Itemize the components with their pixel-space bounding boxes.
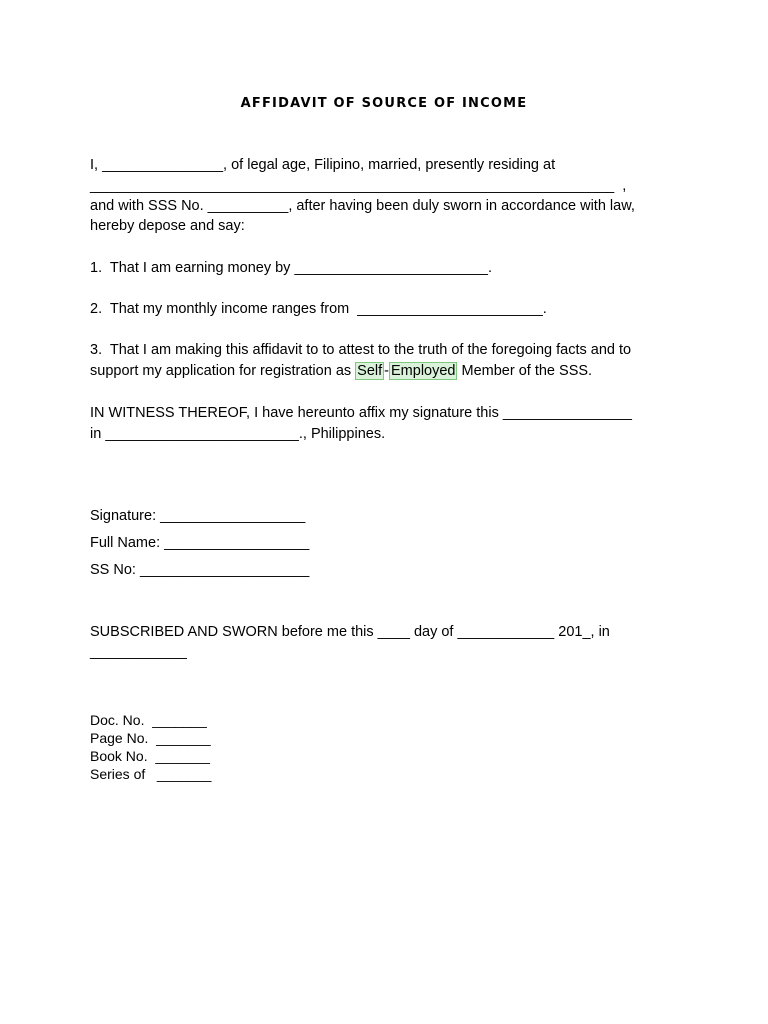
page-no-field: Page No. _______ — [90, 730, 211, 746]
doc-no-field: Doc. No. _______ — [90, 712, 207, 728]
document-title: AFFIDAVIT OF SOURCE OF INCOME — [240, 96, 528, 111]
intro-line-1: I, _______________, of legal age, Filipino, married, presently residing at — [90, 157, 556, 173]
item-3-line-2 — [90, 362, 592, 380]
intro-line-4: hereby depose and say: — [90, 218, 245, 234]
item-3-line-2-post: Member of the SSS. — [457, 363, 593, 379]
intro-line-2: _________________________________________________________________ , — [90, 178, 627, 194]
highlight-self: Self — [357, 363, 383, 379]
signature-field: Signature: __________________ — [90, 508, 306, 524]
series-of-field: Series of _______ — [90, 766, 212, 782]
item-1: 1. That I am earning money by ________________________. — [90, 260, 493, 276]
item-3-line-1: 3. That I am making this affidavit to to attest to the truth of the foregoing facts and to — [90, 342, 632, 358]
item-3-line-2-pre: support my application for registration as — [90, 363, 356, 379]
witness-line-1: IN WITNESS THEREOF, I have hereunto affix my signature this ________________ — [90, 405, 632, 421]
intro-line-3: and with SSS No. __________, after having been duly sworn in accordance with law, — [90, 198, 635, 214]
ss-no-field: SS No: _____________________ — [90, 562, 310, 578]
item-2: 2. That my monthly income ranges from _______________________. — [90, 301, 547, 317]
witness-line-2: in ________________________., Philippines. — [90, 426, 386, 442]
subscribed-line-2: ____________ — [90, 644, 187, 660]
highlight-employed: Employed — [391, 363, 456, 379]
hyphen: - — [384, 363, 389, 379]
book-no-field: Book No. _______ — [90, 748, 210, 764]
subscribed-line-1: SUBSCRIBED AND SWORN before me this ____ day of ____________ 201_, in — [90, 624, 610, 640]
full-name-field: Full Name: __________________ — [90, 535, 310, 551]
